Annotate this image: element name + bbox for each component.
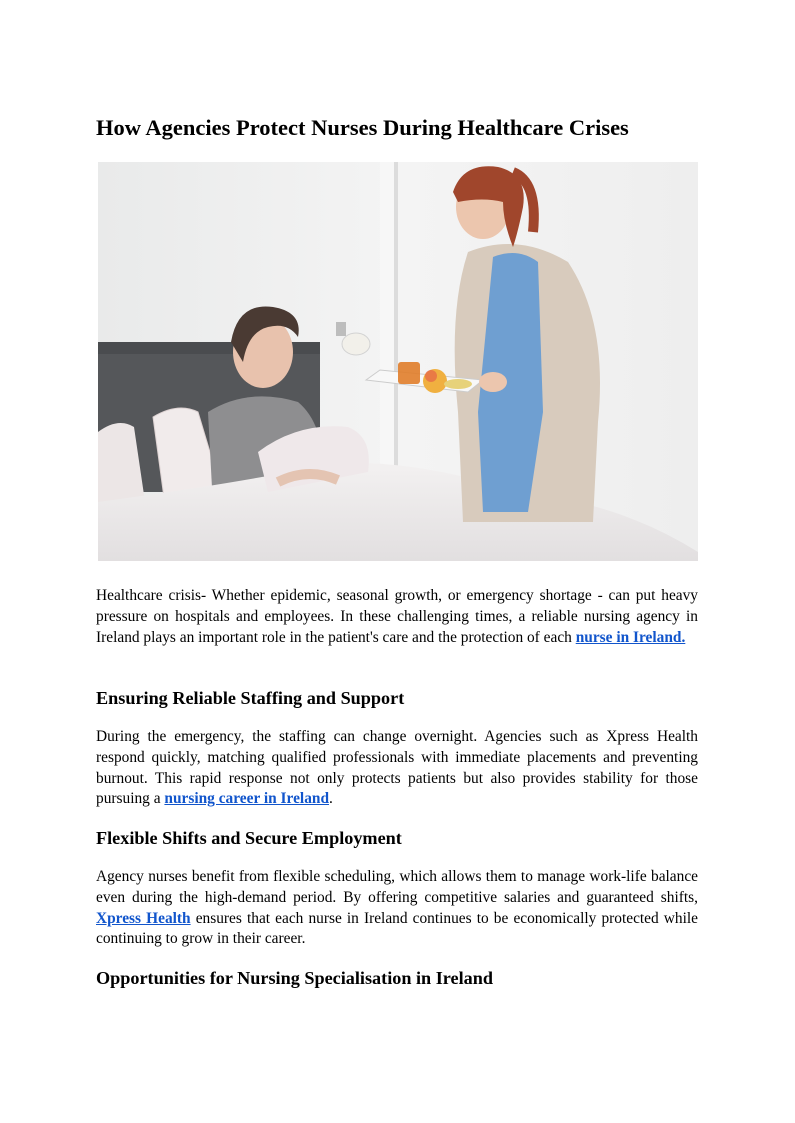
flexible-shifts-paragraph xyxy=(96,867,698,950)
intro-text: Healthcare crisis- Whether epidemic, seasonal growth, or emergency shortage - can put heavy pressure on hospitals and employees. In these challenging times, a reliable nursing agency in Ireland plays an important role in the patient's care and the protection of each xyxy=(96,587,698,646)
section-heading-flexible-shifts: Flexible Shifts and Secure Employment xyxy=(96,828,402,848)
section-heading-specialisation: Opportunities for Nursing Specialisation in Ireland xyxy=(96,968,493,988)
page-title: How Agencies Protect Nurses During Healthcare Crises xyxy=(96,115,629,140)
section-heading-staffing: Ensuring Reliable Staffing and Support xyxy=(96,688,405,708)
flexible-text-after: ensures that each nurse in Ireland continues to be economically protected while continuing to grow in their career. xyxy=(96,909,699,948)
intro-paragraph xyxy=(96,586,698,648)
nursing-career-link[interactable]: nursing career in Ireland xyxy=(164,790,330,808)
nurse-in-ireland-link[interactable]: nurse in Ireland. xyxy=(575,628,686,646)
nurse-patient-photo xyxy=(98,162,698,561)
xpress-health-link[interactable]: Xpress Health xyxy=(96,909,191,927)
staffing-text-end: . xyxy=(329,790,333,808)
staffing-text: During the emergency, the staffing can change overnight. Agencies such as Xpress Health respond quickly, matching qualified professionals with immediate placements and preventing burnout. This rapid response not only protects patients but also provides stability for those pursuing a xyxy=(96,728,698,808)
flexible-text-before: Agency nurses benefit from flexible scheduling, which allows them to manage work-life balance even during the high-demand period. By offering competitive salaries and guaranteed shifts, xyxy=(96,868,698,906)
staffing-paragraph xyxy=(96,727,698,810)
